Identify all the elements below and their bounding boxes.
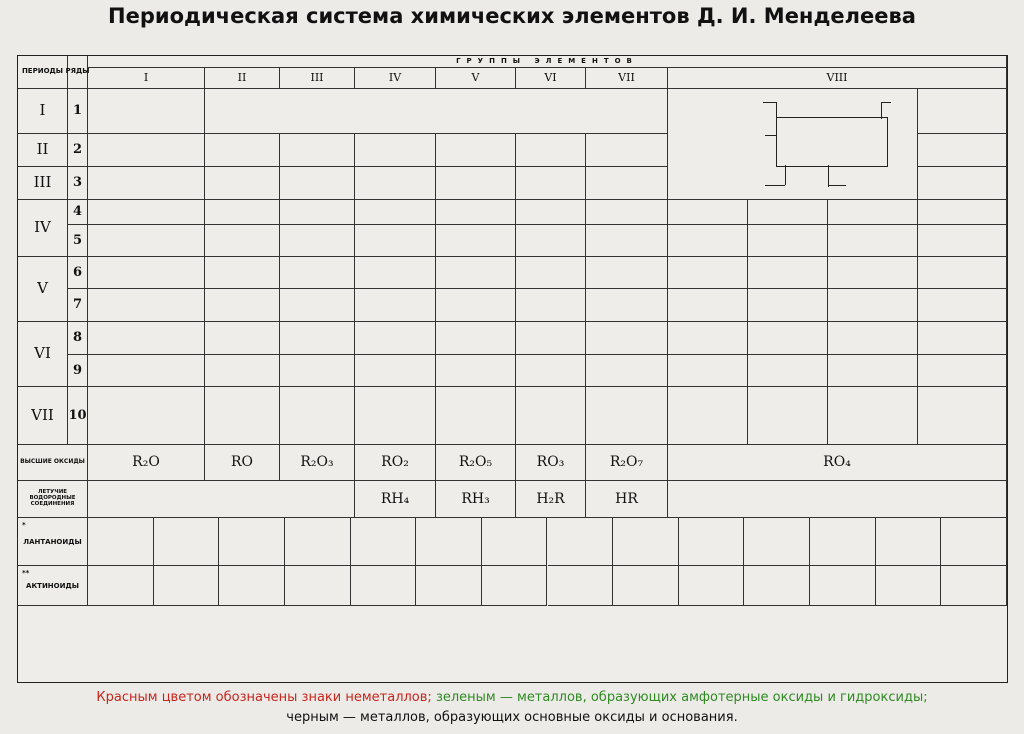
- actinides-element-Np[interactable]: [285, 566, 351, 606]
- oxides-label: [18, 445, 88, 481]
- element-cell-Cs[interactable]: [88, 322, 205, 355]
- element-cell-Sc[interactable]: [280, 200, 355, 225]
- periodic-table: [17, 55, 1008, 683]
- oxides-label-text: ВЫСШИЕ ОКСИДЫ: [20, 458, 85, 466]
- lanthanides-element-Tb[interactable]: [548, 518, 614, 566]
- element-cell-Ru[interactable]: [668, 257, 748, 289]
- oxide-formula: R₂O: [132, 454, 160, 471]
- element-cell-Ge[interactable]: [355, 225, 436, 257]
- row-number-5: [68, 225, 88, 257]
- actinides-element-Am[interactable]: [416, 566, 482, 606]
- element-cell-Os[interactable]: [668, 322, 748, 355]
- group-label: VI: [544, 71, 557, 85]
- actinides-element-Th[interactable]: [88, 566, 154, 606]
- period-label: IV: [34, 218, 51, 237]
- element-cell-Sb[interactable]: [436, 289, 516, 322]
- oxide-V: [436, 445, 516, 481]
- element-cell-Tl[interactable]: [280, 355, 355, 387]
- element-cell-Ba[interactable]: [205, 322, 280, 355]
- row-number-3: [68, 167, 88, 200]
- row-number-10: [68, 387, 88, 445]
- element-cell-F[interactable]: [586, 134, 668, 167]
- element-cell-Li[interactable]: [88, 134, 205, 167]
- element-cell-Sr[interactable]: [205, 257, 280, 289]
- element-cell-Ni[interactable]: [828, 200, 918, 225]
- element-cell-Al[interactable]: [280, 167, 355, 200]
- actinides-element-Cm[interactable]: [482, 566, 548, 606]
- table-cell: [918, 322, 1007, 355]
- element-cell-Fr[interactable]: [88, 387, 205, 445]
- lanthanides-element-Yb[interactable]: [876, 518, 942, 566]
- oxide-II: [205, 445, 280, 481]
- element-cell-Co[interactable]: [748, 200, 828, 225]
- actinides-label-text: АКТИНОИДЫ: [26, 582, 79, 590]
- lanthanides-element-Eu[interactable]: [416, 518, 482, 566]
- legend-connector-line: [828, 185, 846, 186]
- element-cell-Nb[interactable]: [436, 257, 516, 289]
- footer-line-1: [0, 690, 1024, 705]
- legend-connector-line: [881, 102, 891, 103]
- period-VI: [18, 322, 68, 387]
- row-number: 8: [72, 330, 83, 346]
- group-label: III: [310, 71, 324, 85]
- period-label: VII: [31, 405, 54, 424]
- element-cell-Rb[interactable]: [88, 257, 205, 289]
- row-number: 3: [72, 175, 83, 191]
- element-cell-Mn[interactable]: [586, 200, 668, 225]
- actinides-element-No[interactable]: [876, 566, 942, 606]
- row-number: 5: [72, 232, 83, 248]
- element-cell-P[interactable]: [436, 167, 516, 200]
- element-cell-C[interactable]: [355, 134, 436, 167]
- hydride-formula: H₂R: [536, 490, 565, 507]
- legend-connector-line: [881, 102, 882, 119]
- hydrides-label-text: ЛЕТУЧИЕ ВОДОРОДНЫЕ СОЕДИНЕНИЯ: [29, 489, 76, 507]
- actinides-element-Pa[interactable]: [154, 566, 220, 606]
- table-cell: [918, 200, 1007, 225]
- element-cell-K[interactable]: [88, 200, 205, 225]
- row-number-1: [68, 89, 88, 134]
- lanthanides-element-Ho[interactable]: [679, 518, 745, 566]
- element-cell-Y[interactable]: [280, 257, 355, 289]
- lanthanides-element-Lu[interactable]: [941, 518, 1007, 566]
- element-cell-La[interactable]: [280, 322, 355, 355]
- element-cell-I[interactable]: [586, 289, 668, 322]
- table-cell: [748, 355, 828, 387]
- element-cell-Br[interactable]: [586, 225, 668, 257]
- oxide-formula: R₂O₅: [458, 454, 493, 471]
- element-cell-Xe[interactable]: [918, 289, 1007, 322]
- table-cell: [828, 387, 918, 445]
- table-cell: [828, 289, 918, 322]
- element-cell-Zr[interactable]: [355, 257, 436, 289]
- element-cell-Rn[interactable]: [918, 355, 1007, 387]
- group-header-I: [88, 68, 205, 89]
- period-label: V: [37, 279, 48, 298]
- oxide-IV: [355, 445, 436, 481]
- group-label: I: [143, 71, 149, 85]
- group-header-III: [280, 68, 355, 89]
- row-number-6: [68, 257, 88, 289]
- element-cell-Mo[interactable]: [516, 257, 586, 289]
- element-cell-As[interactable]: [436, 225, 516, 257]
- table-cell: [918, 257, 1007, 289]
- element-cell-Kr[interactable]: [918, 225, 1007, 257]
- table-cell: [828, 355, 918, 387]
- group-label: VII: [618, 71, 635, 85]
- actinides-element-Cf[interactable]: [613, 566, 679, 606]
- element-cell-Zn[interactable]: [205, 225, 280, 257]
- table-cell: [748, 289, 828, 322]
- oxide-I: [88, 445, 205, 481]
- footer-line-2: черным — металлов, образующих основные оксиды и основания.: [286, 710, 738, 725]
- element-cell-Pt[interactable]: [828, 322, 918, 355]
- period-V: [18, 257, 68, 322]
- row-number: 7: [72, 297, 83, 313]
- actinides-label: [18, 566, 88, 606]
- element-cell-Rf[interactable]: [355, 387, 436, 445]
- lanthanides-element-Ce[interactable]: [88, 518, 154, 566]
- hydride-VII: [586, 481, 668, 518]
- element-cell-Ir[interactable]: [748, 322, 828, 355]
- hydrogen-vii-cell: [586, 89, 668, 134]
- hydride-blank: [668, 481, 1007, 518]
- element-cell-Cr[interactable]: [516, 200, 586, 225]
- group-header-VI: [516, 68, 586, 89]
- table-cell: [668, 355, 748, 387]
- footer-green-text: зеленым — металлов, образующих амфотерные оксиды и гидроксиды;: [435, 690, 928, 705]
- legend-connector-line: [776, 102, 777, 120]
- element-cell-Ga[interactable]: [280, 225, 355, 257]
- element-cell-Po[interactable]: [516, 355, 586, 387]
- element-cell-Te[interactable]: [516, 289, 586, 322]
- element-cell-W[interactable]: [516, 322, 586, 355]
- actinides-element-Pu[interactable]: [351, 566, 417, 606]
- footer-red-text: Красным цветом обозначены знаки неметаллов;: [96, 690, 432, 705]
- lanthanides-label: [18, 518, 88, 566]
- oxide-III: [280, 445, 355, 481]
- lanthanides-element-Sm[interactable]: [351, 518, 417, 566]
- element-cell-Rh[interactable]: [748, 257, 828, 289]
- actinides-element-Bk[interactable]: [548, 566, 614, 606]
- rows-header-text: РЯДЫ: [65, 67, 90, 76]
- oxide-formula: R₂O₃: [300, 454, 334, 471]
- hydride-V: [436, 481, 516, 518]
- group-header-VIII: [668, 68, 1007, 89]
- element-cell-Re[interactable]: [586, 322, 668, 355]
- oxide-VI: [516, 445, 586, 481]
- element-cell-Hg[interactable]: [205, 355, 280, 387]
- element-cell-Se[interactable]: [516, 225, 586, 257]
- element-cell-Hf[interactable]: [355, 322, 436, 355]
- oxide-formula: RO: [230, 454, 254, 471]
- row-number-8: [68, 322, 88, 355]
- hydride-formula: RH₃: [461, 490, 490, 507]
- legend-connector-line: [828, 165, 829, 187]
- legend-connector-line: [765, 135, 776, 136]
- element-cell-Be[interactable]: [205, 134, 280, 167]
- groups-header: [88, 56, 1007, 68]
- oxide-formula: RO₄: [823, 454, 851, 471]
- period-label: VI: [34, 344, 51, 363]
- element-cell-Ne[interactable]: [918, 134, 1007, 167]
- period-III: [18, 167, 68, 200]
- oxide-formula: RO₃: [536, 454, 565, 471]
- element-cell-N[interactable]: [436, 134, 516, 167]
- hydride-IV: [355, 481, 436, 518]
- group-header-IV: [355, 68, 436, 89]
- element-cell-Ca[interactable]: [205, 200, 280, 225]
- element-cell-Mg[interactable]: [205, 167, 280, 200]
- element-cell-Sn[interactable]: [355, 289, 436, 322]
- element-cell-Ta[interactable]: [436, 322, 516, 355]
- periods-header: [18, 56, 68, 89]
- row-number-4: [68, 200, 88, 225]
- oxide-VII: [586, 445, 668, 481]
- rows-header: [65, 56, 90, 89]
- element-cell-Ti[interactable]: [355, 200, 436, 225]
- row-number: 10: [68, 407, 87, 423]
- element-cell-H[interactable]: [88, 89, 205, 134]
- lanthanides-element-Pm[interactable]: [285, 518, 351, 566]
- page-title: Периодическая система химических элементов Д. И. Менделеева: [108, 4, 916, 28]
- period-label: I: [39, 101, 46, 120]
- hydride-formula: HR: [615, 490, 638, 507]
- hydride-blank: [88, 481, 355, 518]
- actinides-element-Md[interactable]: [810, 566, 876, 606]
- actinides-element-Lr[interactable]: [941, 566, 1007, 606]
- element-cell-Ar[interactable]: [918, 167, 1007, 200]
- element-cell-At[interactable]: [586, 355, 668, 387]
- period-label: II: [36, 140, 49, 159]
- element-cell-Cu[interactable]: [88, 225, 205, 257]
- periods-header-text: ПЕРИОДЫ: [21, 67, 64, 76]
- element-cell-B[interactable]: [280, 134, 355, 167]
- actinides-element-Es[interactable]: [679, 566, 745, 606]
- group-label: V: [471, 71, 480, 85]
- actinides-element-U[interactable]: [219, 566, 285, 606]
- element-cell-S[interactable]: [516, 167, 586, 200]
- legend-box: [668, 89, 918, 200]
- element-cell-Si[interactable]: [355, 167, 436, 200]
- element-cell-Bi[interactable]: [436, 355, 516, 387]
- element-cell-Sg[interactable]: [516, 387, 586, 445]
- lanthanides-mark: *: [22, 521, 26, 529]
- hydride-formula: RH₄: [380, 490, 410, 507]
- group-header-VII: [586, 68, 668, 89]
- oxide-VIII: [668, 445, 1007, 481]
- row-number: 6: [72, 264, 83, 280]
- element-cell-In[interactable]: [280, 289, 355, 322]
- element-cell-Pd[interactable]: [828, 257, 918, 289]
- element-cell-Na[interactable]: [88, 167, 205, 200]
- period-IV: [18, 200, 68, 257]
- element-cell-Mt[interactable]: [748, 387, 828, 445]
- element-cell-Cd[interactable]: [205, 289, 280, 322]
- table-cell: [918, 387, 1007, 445]
- lanthanides-element-Dy[interactable]: [613, 518, 679, 566]
- row-number-7: [68, 289, 88, 322]
- lanthanides-element-Gd[interactable]: [482, 518, 548, 566]
- element-cell-Db[interactable]: [436, 387, 516, 445]
- group-label: IV: [388, 71, 402, 85]
- group-label: II: [237, 71, 247, 85]
- element-cell-Tc[interactable]: [586, 257, 668, 289]
- row-number-9: [68, 355, 88, 387]
- row-number: 4: [72, 204, 83, 220]
- table-cell: [748, 225, 828, 257]
- actinides-mark: **: [22, 569, 30, 577]
- lanthanides-label-text: ЛАНТАНОИДЫ: [23, 538, 82, 546]
- element-cell-O[interactable]: [516, 134, 586, 167]
- group-label: VIII: [826, 71, 848, 85]
- table-cell: [668, 289, 748, 322]
- hydride-VI: [516, 481, 586, 518]
- row-number: 9: [72, 362, 83, 378]
- row-number: 1: [72, 103, 83, 119]
- group-header-V: [436, 68, 516, 89]
- element-cell-Ra[interactable]: [205, 387, 280, 445]
- lanthanides-element-Nd[interactable]: [219, 518, 285, 566]
- period-label: III: [33, 173, 52, 192]
- legend-connector-line: [765, 185, 785, 186]
- lanthanides-element-Er[interactable]: [744, 518, 810, 566]
- element-cell-Hs[interactable]: [668, 387, 748, 445]
- lanthanides-element-Tm[interactable]: [810, 518, 876, 566]
- hydrides-label: [18, 481, 88, 518]
- oxide-formula: RO₂: [381, 454, 409, 471]
- table-cell: [668, 225, 748, 257]
- period-VII: [18, 387, 68, 445]
- groups-header-text: ГРУППЫ ЭЛЕМЕНТОВ: [456, 56, 638, 65]
- element-cell-Cl[interactable]: [586, 167, 668, 200]
- lanthanides-element-Pr[interactable]: [154, 518, 220, 566]
- legend-connector-line: [785, 165, 786, 185]
- group-header-II: [205, 68, 280, 89]
- element-cell-Pb[interactable]: [355, 355, 436, 387]
- element-cell-Au[interactable]: [88, 355, 205, 387]
- table-cell: [828, 225, 918, 257]
- element-cell-He[interactable]: [918, 89, 1007, 134]
- period-I: [18, 89, 68, 134]
- row-number-2: [68, 134, 88, 167]
- legend-connector-line: [763, 102, 777, 103]
- actinides-element-Fm[interactable]: [744, 566, 810, 606]
- row-number: 2: [72, 142, 83, 158]
- element-cell-Ac[interactable]: [280, 387, 355, 445]
- element-cell-Bh[interactable]: [586, 387, 668, 445]
- period-II: [18, 134, 68, 167]
- element-cell-Fe[interactable]: [668, 200, 748, 225]
- element-cell-Ag[interactable]: [88, 289, 205, 322]
- oxide-formula: R₂O₇: [609, 454, 644, 471]
- element-cell-V[interactable]: [436, 200, 516, 225]
- legend-sample: [776, 117, 888, 167]
